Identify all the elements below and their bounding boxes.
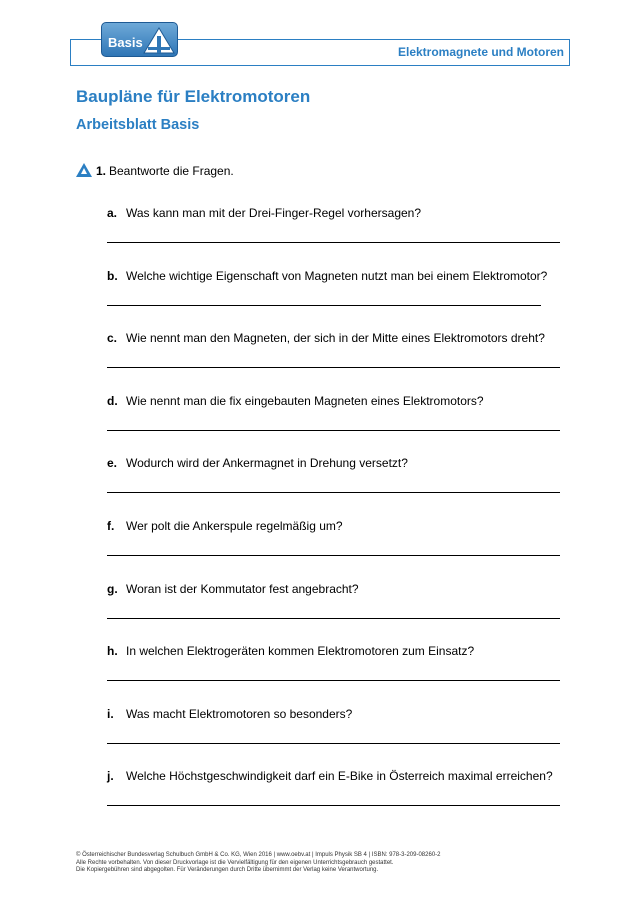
footer-line-1: © Österreichischer Bundesverlag Schulbuch GmbH & Co. KG, Wien 2016 | www.oebv.at | Impuls Physik SB 4 | ISBN: 978-3-209-08260-2 xyxy=(76,852,441,858)
question-letter: a. xyxy=(107,206,118,220)
question-letter: b. xyxy=(107,269,118,283)
footer-line-2: Alle Rechte vorbehalten. Von dieser Druckvorlage ist die Vervielfältigung für den eigenen Unterrichtsgebrauch gestattet. xyxy=(76,859,394,866)
question-text: In welchen Elektrogeräten kommen Elektromotoren zum Einsatz? xyxy=(126,644,475,658)
question-letter: d. xyxy=(107,394,118,408)
question-text: Was kann man mit der Drei-Finger-Regel vorhersagen? xyxy=(126,206,422,220)
question-letter: j. xyxy=(107,769,114,783)
logo-text: Basis xyxy=(108,35,143,50)
page-subtitle: Arbeitsblatt Basis xyxy=(76,117,200,133)
question-letter: f. xyxy=(107,519,115,533)
question-letter: i. xyxy=(107,707,114,721)
question-text: Wodurch wird der Ankermagnet in Drehung versetzt? xyxy=(126,456,408,470)
task-number: 1. xyxy=(96,164,107,178)
task-instruction: Beantworte die Fragen. xyxy=(109,164,234,178)
triangle-icon xyxy=(142,26,176,55)
basis-logo xyxy=(101,22,178,57)
question-letter: c. xyxy=(107,331,118,345)
question-text: Wer polt die Ankerspule regelmäßig um? xyxy=(126,519,343,533)
question-letter: h. xyxy=(107,644,118,658)
answer-line[interactable] xyxy=(107,367,560,368)
answer-line[interactable] xyxy=(107,242,560,243)
answer-line[interactable] xyxy=(107,305,541,306)
question-text: Was macht Elektromotoren so besonders? xyxy=(126,707,353,721)
question-text: Wie nennt man die fix eingebauten Magneten eines Elektromotors? xyxy=(126,394,484,408)
question-letter: g. xyxy=(107,582,118,596)
difficulty-triangle-icon xyxy=(76,163,92,177)
answer-line[interactable] xyxy=(107,555,560,556)
answer-line[interactable] xyxy=(107,743,560,744)
header-topic: Elektromagnete und Motoren xyxy=(397,45,564,59)
answer-line[interactable] xyxy=(107,805,560,806)
answer-line[interactable] xyxy=(107,492,560,493)
answer-line[interactable] xyxy=(107,680,560,681)
question-text: Woran ist der Kommutator fest angebracht? xyxy=(126,582,359,596)
footer xyxy=(76,852,441,875)
answer-line[interactable] xyxy=(107,618,560,619)
question-text: Welche Höchstgeschwindigkeit darf ein E-Bike in Österreich maximal erreichen? xyxy=(126,769,553,783)
question-text: Wie nennt man den Magneten, der sich in der Mitte eines Elektromotors dreht? xyxy=(126,331,545,345)
footer-line-3: Die Kopiergebühren sind abgegolten. Für Veränderungen durch Dritte übernimmt der Verlag keine Verantwortung. xyxy=(76,867,379,873)
page-title: Baupläne für Elektromotoren xyxy=(76,87,311,106)
answer-line[interactable] xyxy=(107,430,560,431)
question-letter: e. xyxy=(107,456,118,470)
question-text: Welche wichtige Eigenschaft von Magneten nutzt man bei einem Elektromotor? xyxy=(126,269,548,283)
